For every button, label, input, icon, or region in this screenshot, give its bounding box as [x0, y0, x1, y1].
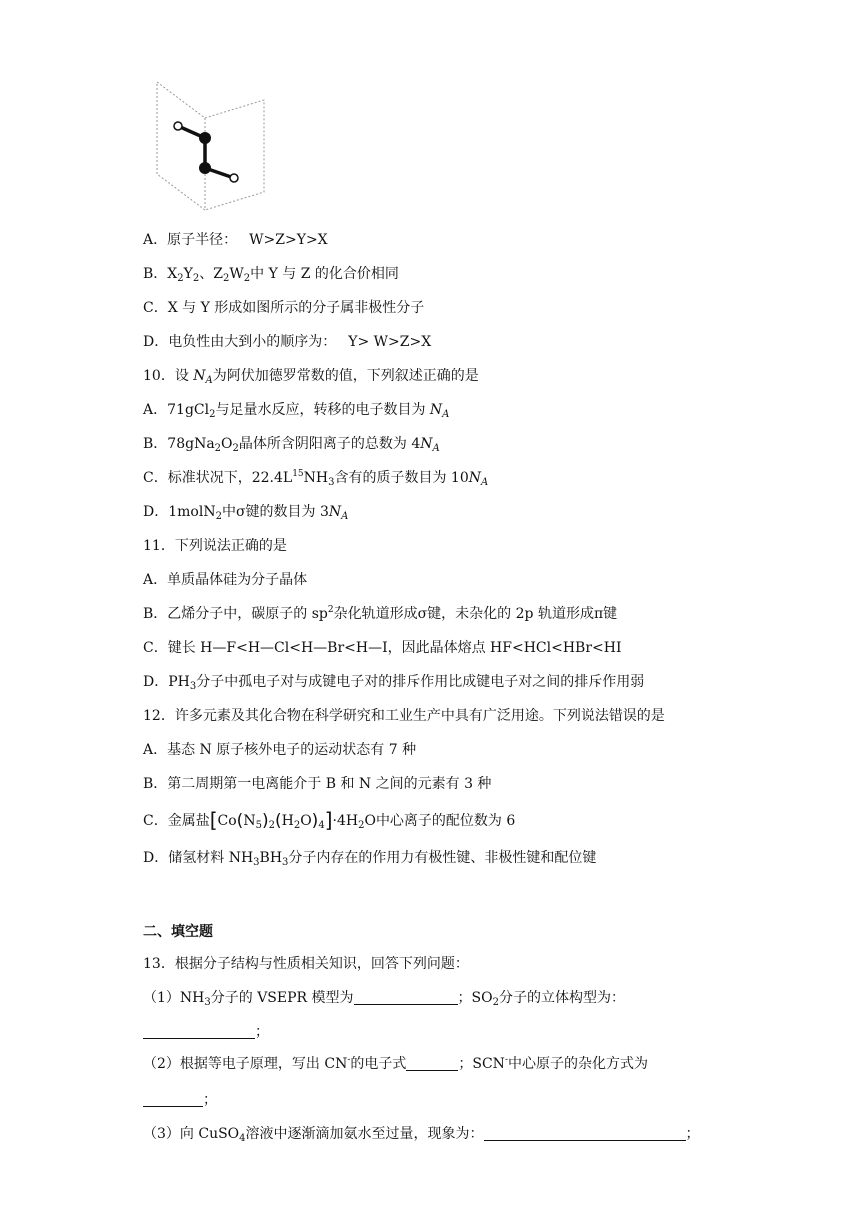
atom-y-bottom	[199, 162, 211, 174]
q10-option-b	[143, 434, 440, 454]
subscript: 3	[189, 681, 197, 692]
q13-part-1-cont	[143, 1022, 269, 1042]
formula-part: W	[229, 266, 244, 282]
option-text: 分子中孤电子对与成键电子对的排斥作用比成键电子对之间的排斥作用弱	[196, 674, 645, 690]
subscript: 2	[192, 273, 200, 284]
subscript: 2	[232, 443, 239, 454]
option-label: D．	[143, 504, 169, 520]
question-text: 为阿伏加德罗常数的值，下列叙述正确的是	[212, 368, 479, 384]
q10-stem	[143, 366, 479, 386]
superscript: -	[347, 1055, 351, 1065]
option-text: NH	[303, 470, 329, 486]
answer-blank[interactable]	[406, 1055, 458, 1071]
avogadro-symbol: N	[328, 504, 342, 520]
option-value: W>Z>Y>X	[249, 232, 328, 248]
subscript: 3	[253, 857, 260, 868]
subscript: 3	[282, 857, 289, 868]
q10-option-a	[143, 400, 449, 420]
q9-option-a	[143, 230, 328, 250]
part-text: ；	[203, 1092, 217, 1108]
formula-part: BH	[259, 850, 283, 866]
formula-part: NH	[228, 850, 254, 866]
atom-x-left	[174, 122, 182, 130]
q11-stem: 11．下列说法正确的是	[143, 538, 287, 554]
left-paren: (	[274, 811, 282, 831]
part-text: ；	[685, 1126, 700, 1142]
q12-option-d	[143, 848, 596, 868]
atom-x-right	[230, 174, 238, 182]
subscript: 2	[358, 820, 365, 831]
right-bracket: ]	[324, 808, 333, 832]
part-text: 分子的立体构型为：	[499, 990, 625, 1006]
avogadro-symbol: N	[429, 402, 443, 418]
subscript: 4	[318, 820, 325, 831]
option-text: 含有的质子数目为 10	[334, 470, 469, 486]
q13-part-2	[143, 1054, 648, 1074]
part-text: 的电子式	[350, 1056, 407, 1072]
option-text: 中σ键的数目为 3	[221, 504, 329, 520]
subscript: 2	[223, 273, 230, 284]
avogadro-symbol: N	[468, 470, 481, 486]
avogadro-symbol: N	[193, 368, 206, 384]
subscript: 4	[239, 1133, 246, 1144]
subscript: 3	[204, 997, 211, 1008]
answer-blank[interactable]	[143, 1091, 203, 1107]
subscript: A	[341, 511, 349, 522]
subscript: 2	[215, 511, 222, 522]
option-label: A．	[143, 402, 168, 418]
q13-stem: 13．根据分子结构与性质相关知识，回答下列问题：	[143, 956, 469, 972]
q11-option-c: C．键长 H—F<H—Cl<H—Br<H—I，因此晶体熔点 HF<HCl<HBr<HI	[143, 640, 622, 656]
subscript: 2	[177, 273, 184, 284]
option-text: X 与 Y 形成如图所示的分子属非极性分子	[167, 300, 425, 316]
option-text: 标准状况下，22.4L	[167, 470, 293, 486]
option-text: 中 Y 与 Z 的化合价相同	[250, 266, 399, 282]
superscript: 2	[327, 605, 334, 615]
formula-part: Y	[183, 266, 193, 282]
option-label: D．	[143, 334, 169, 350]
option-text: C．金属盐	[143, 813, 210, 829]
formula-part: N	[243, 813, 256, 829]
q11-option-d	[143, 672, 644, 692]
formula-part: ·4H	[332, 813, 359, 829]
subscript: 2	[492, 997, 499, 1008]
part-text: （2）根据等电子原理，写出 CN	[143, 1056, 348, 1072]
dashed-planes	[157, 82, 264, 210]
q13-part-1	[143, 988, 625, 1008]
superscript: 15	[292, 469, 304, 479]
left-paren: (	[236, 811, 244, 831]
formula-part: O	[300, 813, 312, 829]
section-title: 二、填空题	[143, 924, 213, 940]
subscript: 2	[268, 820, 275, 831]
option-label: C．	[143, 470, 168, 486]
q12-stem: 12．许多元素及其化合物在科学研究和工业生产中具有广泛用途。下列说法错误的是	[143, 708, 665, 724]
option-label: A．	[143, 232, 168, 248]
q13-part-3	[143, 1124, 700, 1144]
part-text: （1）NH	[143, 990, 205, 1006]
part-text: 分子的 VSEPR 模型为	[210, 990, 354, 1006]
subscript: A	[205, 375, 213, 386]
subscript: 2	[293, 820, 301, 831]
question-number: 10．设	[143, 368, 194, 384]
q9-option-c	[143, 298, 424, 318]
option-value: Y> W>Z>X	[348, 334, 432, 350]
formula-part: H	[281, 813, 294, 829]
part-text: ；	[255, 1024, 269, 1040]
option-text: 杂化轨道形成σ键，未杂化的 2p 轨道形成π键	[333, 606, 618, 622]
formula-part: Z	[213, 266, 223, 282]
subscript: 2	[214, 443, 222, 454]
q12-option-a: A．基态 N 原子核外电子的运动状态有 7 种	[143, 742, 417, 758]
option-text: B．乙烯分子中，碳原子的 sp	[143, 606, 328, 622]
formula-part: Co	[217, 813, 237, 829]
part-text: ；SO	[457, 990, 493, 1006]
option-text: 与足量水反应，转移的电子数目为	[215, 402, 430, 418]
left-bracket: [	[209, 808, 218, 832]
subscript: 2	[209, 409, 216, 420]
subscript: 3	[328, 477, 335, 488]
option-text: O	[221, 436, 233, 452]
option-text: 中心离子的配位数为 6	[375, 813, 516, 829]
option-text: 1molN	[168, 504, 216, 520]
avogadro-symbol: N	[420, 436, 433, 452]
answer-blank[interactable]	[143, 1023, 255, 1039]
option-text: 分子内存在的作用力有极性键、非极性键和配位键	[288, 850, 597, 866]
right-paren: )	[311, 811, 319, 831]
subscript: A	[432, 443, 440, 454]
answer-blank[interactable]	[484, 1125, 686, 1141]
q12-option-c	[143, 810, 515, 831]
superscript: -	[504, 1055, 508, 1065]
answer-blank[interactable]	[354, 989, 458, 1005]
subscript: 2	[243, 273, 251, 284]
option-label: B．	[143, 266, 168, 282]
option-text: 78gNa	[167, 436, 215, 452]
part-text: ；SCN	[458, 1056, 505, 1072]
q10-option-d	[143, 502, 348, 522]
subscript: A	[481, 477, 489, 488]
q11-option-b	[143, 604, 617, 624]
part-text: 中心原子的杂化方式为	[507, 1056, 648, 1072]
option-text: 晶体所含阴阳离子的总数为 4	[238, 436, 421, 452]
part-text: （3）向 CuSO	[143, 1126, 240, 1142]
option-label: C．	[143, 300, 168, 316]
molecule-figure	[150, 78, 270, 214]
subscript: 5	[255, 820, 262, 831]
q13-part-2-cont	[143, 1090, 217, 1110]
atom-y-top	[199, 132, 211, 144]
subscript: A	[442, 409, 450, 420]
formula-part: O	[364, 813, 376, 829]
option-text: 电负性由大到小的顺序为：	[168, 334, 337, 350]
formula-part: X	[167, 266, 178, 282]
option-label: B．	[143, 436, 168, 452]
q10-option-c	[143, 468, 488, 488]
part-text: 溶液中逐渐滴加氨水至过量，现象为：	[245, 1126, 484, 1142]
q11-option-a: A．单质晶体硅为分子晶体	[143, 572, 308, 588]
option-text: D．PH	[143, 674, 190, 690]
separator: 、	[199, 266, 214, 282]
option-text: 71gCl	[167, 402, 210, 418]
q9-option-d	[143, 332, 431, 352]
option-text: D．储氢材料	[143, 850, 229, 866]
q9-option-b	[143, 264, 399, 284]
option-text: 原子半径：	[167, 232, 238, 248]
right-paren: )	[261, 811, 269, 831]
q12-option-b: B．第二周期第一电离能介于 B 和 N 之间的元素有 3 种	[143, 776, 492, 792]
